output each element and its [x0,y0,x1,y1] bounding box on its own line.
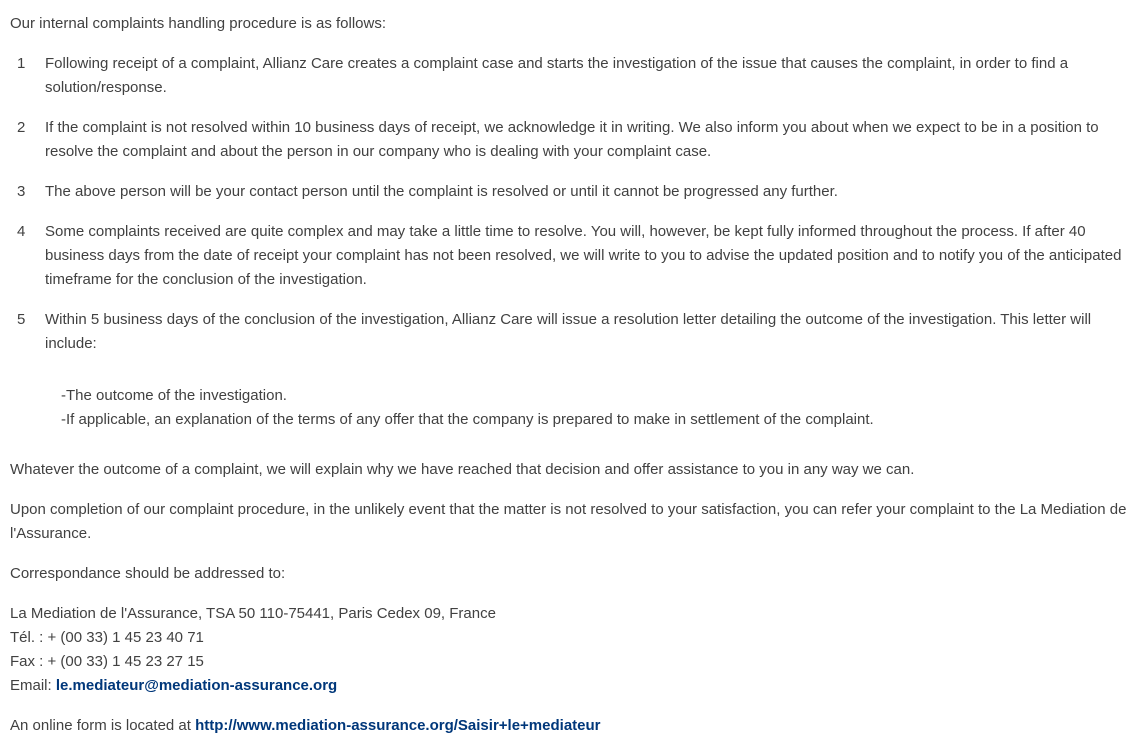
step-text: Within 5 business days of the conclusion of the investigation, Allianz Care will issue a resolution letter detailing the outcome of the investigation. This letter will include: [45,311,1092,352]
procedure-steps-list [0,52,1148,448]
email-label: Email: [10,677,56,694]
email-link[interactable]: le.mediateur@mediation-assurance.org [55,677,338,694]
fax-line: Fax : + (00 33) 1 45 23 27 15 [10,653,204,670]
mediator-address-block [10,602,1130,698]
online-form-label: An online form is located at [10,717,196,734]
step-number: 4 [17,223,26,240]
resolution-letter-contents [45,384,1130,432]
intro-text: Our internal complaints handling procedure is as follows: [10,15,387,32]
telephone-line: Tél. : + (00 33) 1 45 23 40 71 [10,629,204,646]
sub-list-item: -The outcome of the investigation. [61,387,287,404]
step-number: 5 [17,311,26,328]
online-form-link[interactable]: http://www.mediation-assurance.org/Saisir+le+mediateur [195,717,601,734]
list-item [0,220,1148,292]
step-number: 2 [17,119,26,136]
step-text: Following receipt of a complaint, Allianz Care creates a complaint case and starts the investigation of the issue that causes the complaint, in order to find a solution/response. [45,55,1069,96]
sub-list-item: -If applicable, an explanation of the terms of any offer that the company is prepared to make in settlement of the complaint. [61,411,874,428]
list-item [0,308,1148,432]
step-text: Some complaints received are quite complex and may take a little time to resolve. You will, however, be kept fully informed throughout the process. If after 40 business days from the date of receipt your complaint has not been resolved, we will write to you to advise the updated position and to notify you of the anticipated timeframe for the conclusion of the investigation. [45,223,1122,288]
step-text: The above person will be your contact person until the complaint is resolved or until it cannot be progressed any further. [45,183,838,200]
referral-paragraph: Upon completion of our complaint procedure, in the unlikely event that the matter is not resolved to your satisfaction, you can refer your complaint to the La Mediation de l'Assurance. [10,501,1127,542]
list-item [0,52,1148,100]
address-line: La Mediation de l'Assurance, TSA 50 110-75441, Paris Cedex 09, France [10,605,496,622]
step-number: 3 [17,183,26,200]
step-number: 1 [17,55,26,72]
list-item [0,116,1148,164]
email-line [10,674,1130,698]
outcome-paragraph: Whatever the outcome of a complaint, we will explain why we have reached that decision and offer assistance to you in any way we can. [10,461,915,478]
online-form-paragraph [10,714,1130,738]
list-item [0,180,1148,204]
step-text: If the complaint is not resolved within 10 business days of receipt, we acknowledge it in writing. We also inform you about when we expect to be in a position to resolve the complaint and about the person in our company who is dealing with your complaint case. [45,119,1099,160]
correspondance-heading: Correspondance should be addressed to: [10,565,286,582]
